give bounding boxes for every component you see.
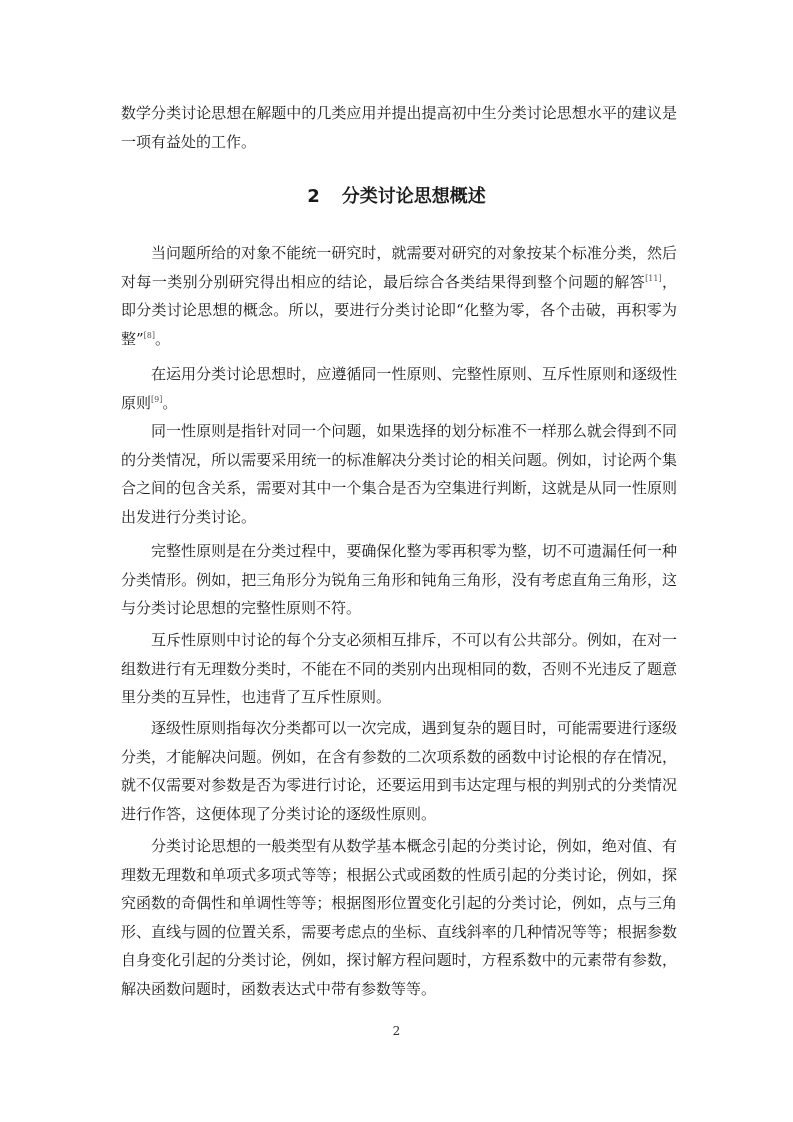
paragraph-text: 当问题所给的对象不能统一研究时，就需要对研究的对象按某个标准分类，然后对每一类别分别研究得出相应的结论，最后综合各类结果得到整个问题的解答: [121, 244, 677, 291]
section-title: 分类讨论思想概述: [341, 186, 486, 207]
paragraph-text: 逐级性原则指每次分类都可以一次完成，遇到复杂的题目时，可能需要进行逐级分类，才能解决问题。例如，在含有参数的二次项系数的函数中讨论根的存在情况，就不仅需要对参数是否为零进行讨论，还要运用到韦达定理与根的判别式的分类情况进行作答，这便体现了分类讨论的逐级性原则。: [121, 719, 677, 823]
paragraph-text: 。: [155, 329, 171, 348]
citation: [11]: [645, 273, 662, 283]
paragraph-gradual-principle: [121, 714, 677, 828]
paragraph-text: 。: [162, 393, 178, 412]
section-heading: [0, 183, 793, 211]
paragraph-text: 互斥性原则中讨论的每个分支必须相互排斥，不可以有公共部分。例如，在对一组数进行有无理数分类时，不能在不同的类别内出现相同的数，否则不光违反了题意里分类的互异性，也违背了互斥性原则。: [121, 631, 677, 706]
intro-paragraph: [121, 99, 677, 156]
page-number: 2: [392, 1024, 401, 1038]
paragraph-identity-principle: [121, 417, 677, 531]
intro-text: 数学分类讨论思想在解题中的几类应用并提出提高初中生分类讨论思想水平的建议是一项有益处的工作。: [121, 104, 677, 151]
paragraph-text: 完整性原则是在分类过程中，要确保化整为零再积零为整，切不可遗漏任何一种分类情形。例如，把三角形分为锐角三角形和钝角三角形，没有考虑直角三角形，这与分类讨论思想的完整性原则不符。: [121, 542, 677, 617]
paragraph-completeness-principle: [121, 537, 677, 623]
paragraph-text: 在运用分类讨论思想时，应遵循同一性原则、完整性原则、互斥性原则和逐级性原则: [121, 365, 677, 412]
citation: [9]: [151, 394, 163, 404]
citation: [8]: [143, 330, 156, 340]
paragraph-text: 同一性原则是指针对同一个问题，如果选择的划分标准不一样那么就会得到不同的分类情况，所以需要采用统一的标准解决分类讨论的相关问题。例如，讨论两个集合之间的包含关系，需要对其中一个集合是否为空集进行判断，这就是从同一性原则出发进行分类讨论。: [121, 422, 677, 526]
paragraph-exclusivity-principle: [121, 626, 677, 712]
paragraph-principles: [121, 360, 677, 417]
paragraph-definition: [121, 239, 677, 353]
paragraph-text: 分类讨论思想的一般类型有从数学基本概念引起的分类讨论，例如，绝对值、有理数无理数和单项式多项式等等；根据公式或函数的性质引起的分类讨论，例如，探究函数的奇偶性和单调性等等；根据图形位置变化引起的分类讨论，例如，点与三角形、直线与圆的位置关系，需要考虑点的坐标、直线斜率的几种情况等等；根据参数自身变化引起的分类讨论，例如，探讨解方程问题时，方程系数中的元素带有参数，解决函数问题时，函数表达式中带有参数等等。: [121, 837, 677, 998]
section-number: 2: [307, 186, 320, 207]
paragraph-general-types: [121, 832, 677, 1003]
paragraph-text: ，即分类讨论思想的概念。所以，要进行分类讨论即“化整为零，各个击破，再积零为整”: [121, 272, 677, 348]
